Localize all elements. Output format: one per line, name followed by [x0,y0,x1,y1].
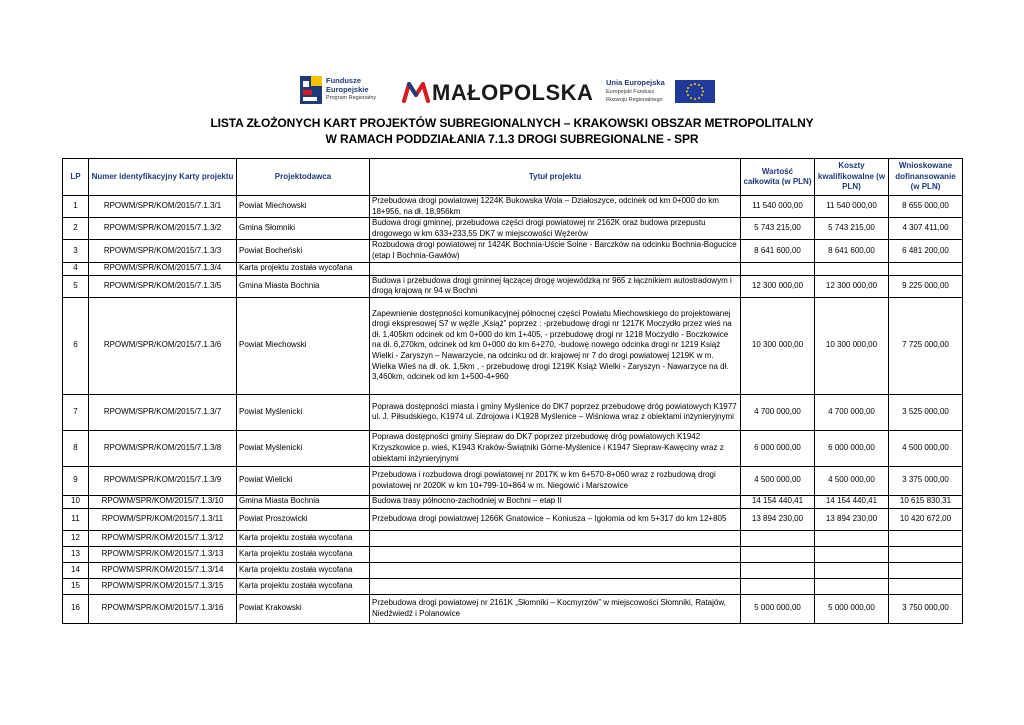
cell-wartosc: 4 700 000,00 [741,394,815,430]
table-row [63,394,963,430]
unia-europejska-text [606,79,665,105]
header-lp: LP [63,159,89,196]
malopolska-mark-icon [402,81,430,103]
cell-numer: RPOWM/SPR/KOM/2015/7.1.3/9 [89,466,237,495]
cell-projektodawca: Powiat Miechowski [237,196,370,218]
cell-tytul [370,262,741,275]
cell-tytul: Poprawa dostępności miasta i gminy Myślenice do DK7 poprzez przebudowę dróg powiatowych K1977 ul. J. Piłsudskiego, K1974 ul. Zdrojowa i K1928 Myślenice – Wiśniowa wraz z obiektami inżynieryjnymi [370,394,741,430]
header-numer: Numer identyfikacyjny Karty projektu [89,159,237,196]
cell-wnioskowane [889,262,963,275]
fe-line1: Fundusze [326,76,361,85]
cell-koszty [815,546,889,562]
cell-lp: 5 [63,275,89,297]
header-projektodawca: Projektodawca [237,159,370,196]
cell-projektodawca: Powiat Myślenicki [237,394,370,430]
header-tytul: Tytuł projektu [370,159,741,196]
malopolska-logo [402,74,594,108]
cell-numer: RPOWM/SPR/KOM/2015/7.1.3/7 [89,394,237,430]
cell-wartosc: 5 000 000,00 [741,594,815,623]
cell-koszty: 8 641 600,00 [815,240,889,262]
fundusze-europejskie-text [326,77,376,103]
cell-projektodawca: Powiat Proszowicki [237,508,370,530]
cell-wartosc [741,546,815,562]
table-row [63,546,963,562]
cell-numer: RPOWM/SPR/KOM/2015/7.1.3/1 [89,196,237,218]
cell-lp: 15 [63,578,89,594]
table-row [63,578,963,594]
cell-tytul: Zapewnienie dostępności komunikacyjnej północnej części Powiatu Miechowskiego do projektowanej drogi ekspresowej S7 w węźle „Książ” poprzez : -przebudowę drogi nr 1217K Moczydło przez wieś na dł. 1,405km odcinek od km 0+000 do km 1+405, - przebudowę drogi nr 1218 Moczydło - Boczkowice na dł. 6,270km, odcinek od km 0+000 do km 6+270, -budowę nowego odcinka drogi nr 1219 Książ Wielki - Zaryszyn – Nawarzycie, na odcinku od dr. krajowej nr 7 do drogi powiatowej 1219K w m. Wielka Wieś na dł. ok. 1,5km , - przebudowę drogi 1219K Książ Wielki - Zaryszyn - Nawarzyce na dł. 3,460km, odcinek od km 1+500-4+960 [370,297,741,394]
cell-tytul: Przebudowa drogi powiatowej 1224K Bukowska Wola – Działoszyce, odcinek od km 0+000 do km 18+956, na dł. 18,956km [370,196,741,218]
table-row [63,430,963,466]
cell-wartosc: 14 154 440,41 [741,495,815,508]
cell-wnioskowane: 3 375 000,00 [889,466,963,495]
ue-line1: Unia Europejska [606,78,665,87]
cell-projektodawca: Gmina Miasta Bochnia [237,275,370,297]
cell-projektodawca: Gmina Słomniki [237,218,370,240]
cell-wartosc [741,562,815,578]
cell-numer: RPOWM/SPR/KOM/2015/7.1.3/12 [89,530,237,546]
cell-koszty: 14 154 440,41 [815,495,889,508]
cell-wartosc [741,262,815,275]
cell-wartosc [741,530,815,546]
logo-bar [0,74,1024,108]
cell-wnioskowane [889,562,963,578]
table-row [63,218,963,240]
header-wnioskowane: Wnioskowane dofinansowanie (w PLN) [889,159,963,196]
header-koszty: Koszty kwalifikowalne (w PLN) [815,159,889,196]
cell-tytul [370,530,741,546]
cell-koszty: 5 743 215,00 [815,218,889,240]
cell-koszty: 6 000 000,00 [815,430,889,466]
cell-wnioskowane [889,578,963,594]
cell-wnioskowane: 6 481 200,00 [889,240,963,262]
cell-wartosc: 11 540 000,00 [741,196,815,218]
cell-koszty [815,562,889,578]
table-row [63,495,963,508]
cell-koszty [815,530,889,546]
cell-wartosc: 6 000 000,00 [741,430,815,466]
cell-projektodawca: Gmina Miasta Bochnia [237,495,370,508]
cell-projektodawca: Karta projektu została wycofana [237,530,370,546]
table-row [63,297,963,394]
cell-koszty: 5 000 000,00 [815,594,889,623]
cell-lp: 9 [63,466,89,495]
cell-wartosc: 10 300 000,00 [741,297,815,394]
cell-numer: RPOWM/SPR/KOM/2015/7.1.3/16 [89,594,237,623]
cell-koszty [815,262,889,275]
cell-lp: 14 [63,562,89,578]
cell-numer: RPOWM/SPR/KOM/2015/7.1.3/2 [89,218,237,240]
cell-wnioskowane: 8 655 000,00 [889,196,963,218]
cell-wnioskowane: 10 615 830,31 [889,495,963,508]
cell-tytul [370,562,741,578]
cell-lp: 11 [63,508,89,530]
eu-flag-icon [675,80,715,103]
cell-lp: 1 [63,196,89,218]
cell-wnioskowane: 3 750 000,00 [889,594,963,623]
cell-lp: 2 [63,218,89,240]
table-row [63,196,963,218]
cell-projektodawca: Powiat Myślenicki [237,430,370,466]
projects-table [62,158,963,624]
table-row [63,562,963,578]
cell-wartosc: 13 894 230,00 [741,508,815,530]
cell-projektodawca: Karta projektu została wycofana [237,546,370,562]
cell-numer: RPOWM/SPR/KOM/2015/7.1.3/5 [89,275,237,297]
cell-numer: RPOWM/SPR/KOM/2015/7.1.3/4 [89,262,237,275]
table-row [63,275,963,297]
table-row [63,530,963,546]
cell-lp: 12 [63,530,89,546]
cell-tytul: Przebudowa i rozbudowa drogi powiatowej nr 2017K w km 6+570-8+060 wraz z rozbudową drogi powiatowej nr 2020K w km 10+799-10+864 w m. Niegowić i Marszowice [370,466,741,495]
table-row [63,466,963,495]
ue-line3: Rozwoju Regionalnego [606,97,663,103]
cell-wartosc: 4 500 000,00 [741,466,815,495]
cell-tytul [370,546,741,562]
cell-wnioskowane [889,546,963,562]
cell-projektodawca: Powiat Miechowski [237,297,370,394]
cell-lp: 6 [63,297,89,394]
cell-lp: 4 [63,262,89,275]
cell-koszty: 13 894 230,00 [815,508,889,530]
table-row [63,508,963,530]
cell-koszty: 4 500 000,00 [815,466,889,495]
table-row [63,594,963,623]
cell-wnioskowane [889,530,963,546]
cell-projektodawca: Karta projektu została wycofana [237,562,370,578]
cell-projektodawca: Powiat Krakowski [237,594,370,623]
cell-koszty: 11 540 000,00 [815,196,889,218]
cell-lp: 7 [63,394,89,430]
fundusze-europejskie-mark-icon [300,76,322,104]
cell-projektodawca: Karta projektu została wycofana [237,578,370,594]
cell-tytul: Przebudowa drogi powiatowej nr 2161K „Słomniki – Kocmyrzów” w miejscowości Słomniki, Ratajów, Niedźwiedź i Polanowice [370,594,741,623]
cell-tytul: Rozbudowa drogi powiatowej nr 1424K Bochnia-Uście Solne - Barczków na odcinku Bochnia-Bogucice (etap I Bochnia-Gawłów) [370,240,741,262]
cell-koszty: 4 700 000,00 [815,394,889,430]
cell-tytul [370,578,741,594]
cell-wartosc: 12 300 000,00 [741,275,815,297]
ue-line2: Europejski Fundusz [606,88,655,95]
cell-wartosc: 8 641 600,00 [741,240,815,262]
unia-europejska-logo [606,74,716,108]
cell-numer: RPOWM/SPR/KOM/2015/7.1.3/14 [89,562,237,578]
cell-numer: RPOWM/SPR/KOM/2015/7.1.3/15 [89,578,237,594]
cell-projektodawca: Powiat Wielicki [237,466,370,495]
cell-lp: 16 [63,594,89,623]
malopolska-wordmark: MAŁOPOLSKA [432,80,594,105]
table-row [63,262,963,275]
cell-tytul: Poprawa dostępności gminy Siepraw do DK7 poprzez przebudowę dróg powiatowych K1942 Krzyszkowice p. wieś, K1943 Kraków-Świątniki Górne-Myślenice i K1947 Siepraw-Kawęciny wraz z obiektami inżynieryjnymi [370,430,741,466]
cell-wartosc [741,578,815,594]
header-wartosc: Wartość całkowita (w PLN) [741,159,815,196]
cell-koszty [815,578,889,594]
cell-koszty: 12 300 000,00 [815,275,889,297]
cell-wnioskowane: 9 225 000,00 [889,275,963,297]
cell-koszty: 10 300 000,00 [815,297,889,394]
cell-tytul: Budowa i przebudowa drogi gminnej łączącej drogę wojewódzką nr 965 z łącznikiem autostradowym i drogą krajową nr 94 w Bochni [370,275,741,297]
table-row [63,240,963,262]
cell-numer: RPOWM/SPR/KOM/2015/7.1.3/11 [89,508,237,530]
document-title-line2: W RAMACH PODDZIAŁANIA 7.1.3 DROGI SUBREGIONALNE - SPR [325,132,699,146]
cell-lp: 10 [63,495,89,508]
cell-numer: RPOWM/SPR/KOM/2015/7.1.3/6 [89,297,237,394]
cell-tytul: Przebudowa drogi powiatowej 1266K Gnatowice – Koniusza – Igołomia od km 5+317 do km 12+805 [370,508,741,530]
cell-wnioskowane: 4 307 411,00 [889,218,963,240]
cell-lp: 3 [63,240,89,262]
cell-numer: RPOWM/SPR/KOM/2015/7.1.3/10 [89,495,237,508]
cell-tytul: Budowa drogi gminnej, przebudowa części drogi powiatowej nr 2162K oraz budowa przepustu drogowego w km 633+233,55 DK7 w miejscowości Wężerów [370,218,741,240]
cell-lp: 8 [63,430,89,466]
table-header-row [63,159,963,196]
fe-line3: Program Regionalny [326,95,377,101]
fundusze-europejskie-logo [300,74,395,108]
cell-tytul: Budowa trasy północno-zachodniej w Bochni – etap II [370,495,741,508]
cell-lp: 13 [63,546,89,562]
document-title-line1: LISTA ZŁOŻONYCH KART PROJEKTÓW SUBREGIONALNYCH – KRAKOWSKI OBSZAR METROPOLITALNY [210,116,814,130]
cell-projektodawca: Powiat Bocheński [237,240,370,262]
cell-wnioskowane: 10 420 672,00 [889,508,963,530]
cell-wartosc: 5 743 215,00 [741,218,815,240]
cell-wnioskowane: 4 500 000,00 [889,430,963,466]
cell-numer: RPOWM/SPR/KOM/2015/7.1.3/8 [89,430,237,466]
cell-wnioskowane: 3 525 000,00 [889,394,963,430]
fe-line2: Europejskie [326,84,369,94]
cell-projektodawca: Karta projektu została wycofana [237,262,370,275]
cell-numer: RPOWM/SPR/KOM/2015/7.1.3/3 [89,240,237,262]
cell-numer: RPOWM/SPR/KOM/2015/7.1.3/13 [89,546,237,562]
cell-wnioskowane: 7 725 000,00 [889,297,963,394]
